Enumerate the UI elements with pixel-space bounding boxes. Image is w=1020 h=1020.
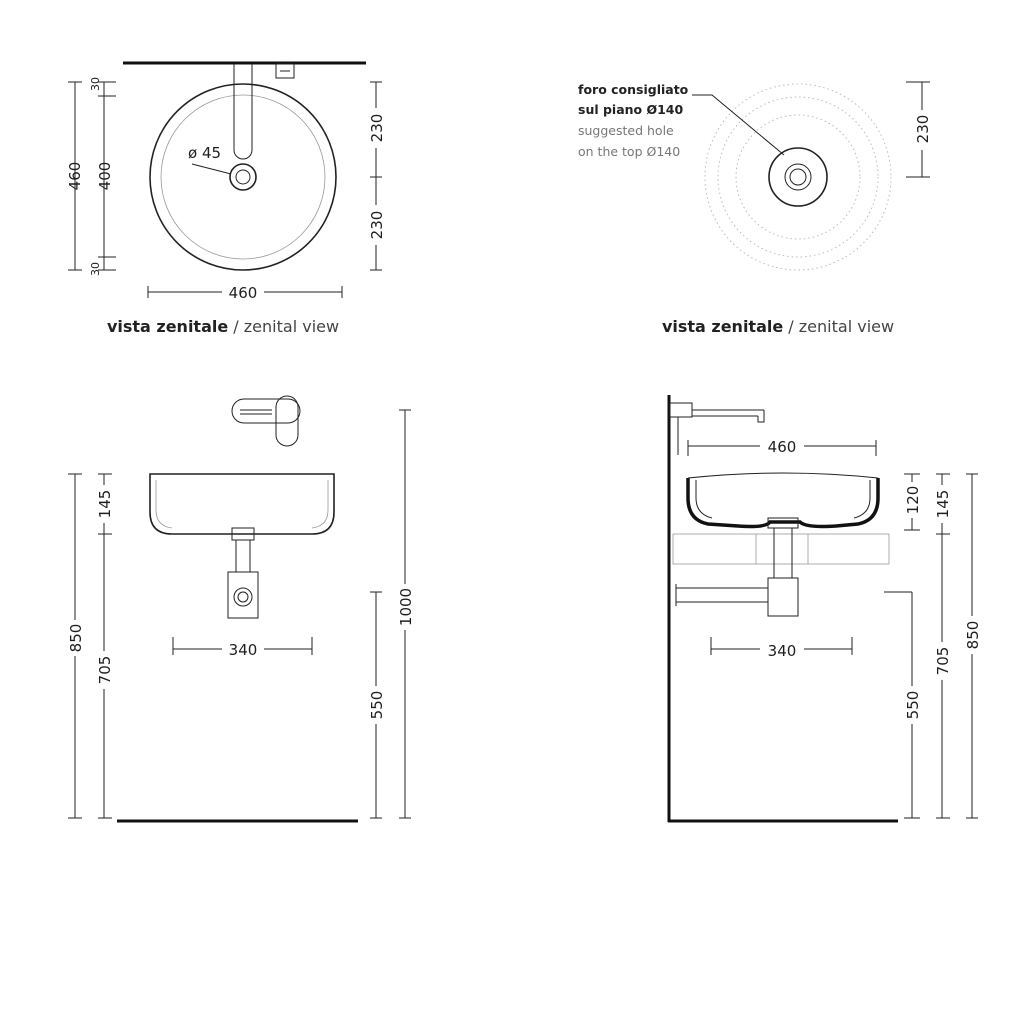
wall-tap: [232, 396, 300, 446]
dim-bowl-height-side: 145: [934, 489, 952, 519]
waste-hole: [230, 164, 256, 190]
siphon: [228, 528, 258, 618]
note-en-line1: suggested hole: [578, 123, 674, 138]
note-it-line1: foro consigliato: [578, 82, 689, 97]
dim-siphon-height: 550: [368, 690, 386, 720]
side-tap: [670, 403, 764, 455]
dim-under-height-side: 705: [934, 646, 952, 676]
tap-spout: [234, 64, 252, 159]
basin-section: [688, 478, 878, 527]
dim-half-top: 230: [368, 113, 386, 143]
top-left-view: [66, 63, 386, 336]
dim-tap-height: 1000: [397, 587, 415, 627]
dim-waste-spacing-side: 340: [767, 642, 797, 660]
dim-overall-depth: 460: [66, 161, 84, 191]
basin-outer-rim: [150, 84, 336, 270]
top-right-view: [578, 82, 932, 336]
note-en-line2: on the top Ø140: [578, 144, 681, 159]
dim-top-height-side: 850: [964, 620, 982, 650]
dim-rim-top: 30: [89, 77, 102, 91]
front-view: [67, 396, 415, 821]
dim-waste-spacing: 340: [228, 641, 258, 659]
dim-half-bottom: 230: [368, 210, 386, 240]
view-caption-left: vista zenitale / zenital view: [106, 317, 340, 336]
dim-bowl-height: 145: [96, 489, 114, 519]
hole-diameter-label: ø 45: [188, 144, 222, 162]
dim-top-height: 850: [67, 623, 85, 653]
side-view: [668, 395, 982, 822]
dim-siphon-height-side: 550: [904, 690, 922, 720]
basin-front: [150, 474, 334, 534]
dim-width-side: 460: [767, 438, 797, 456]
dim-inner: 400: [96, 161, 114, 191]
dim-rim-bottom: 30: [89, 262, 102, 276]
dim-width: 460: [228, 284, 258, 302]
view-caption-right: vista zenitale / zenital view: [661, 317, 895, 336]
suggested-hole: [769, 148, 827, 206]
side-siphon: [676, 518, 798, 616]
countertop: [673, 534, 889, 564]
dim-half-right: 230: [914, 114, 932, 144]
dim-under-height: 705: [96, 655, 114, 685]
basin-inner-rim: [161, 95, 325, 259]
dim-inner-depth: 120: [904, 485, 922, 515]
note-it-line2: sul piano Ø140: [578, 102, 684, 117]
